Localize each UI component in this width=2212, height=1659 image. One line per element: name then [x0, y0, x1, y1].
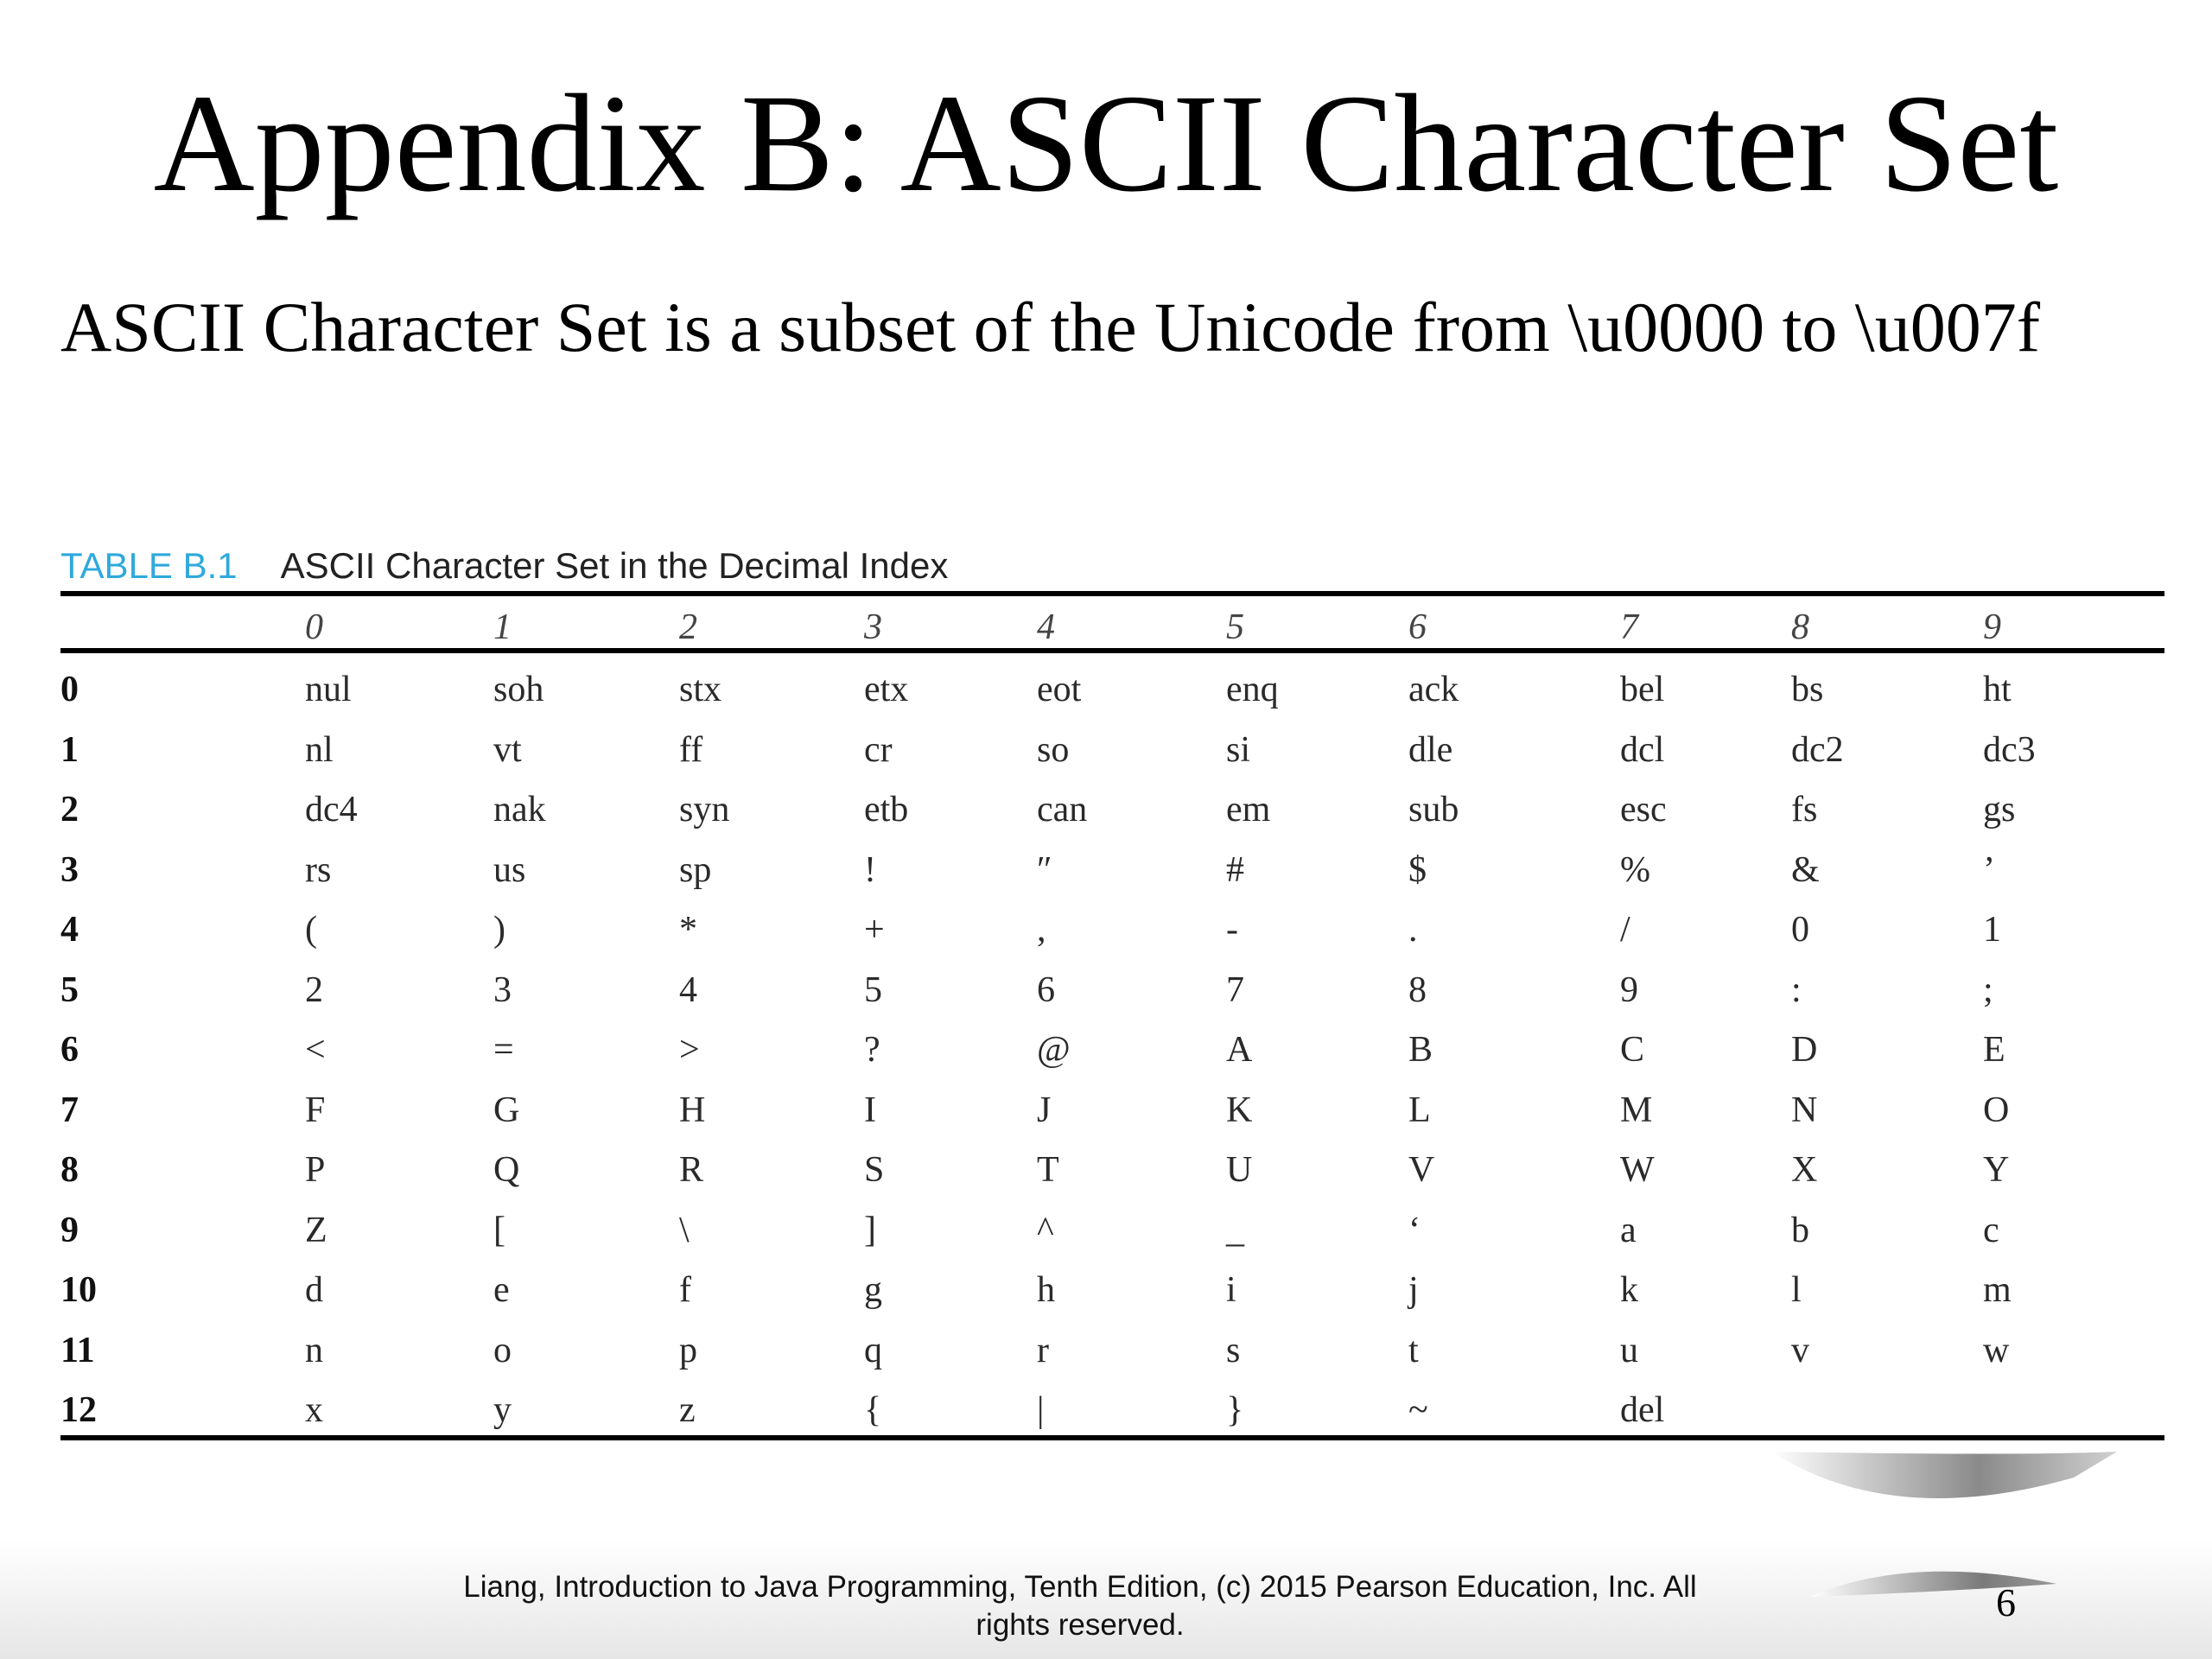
table-cell: % [1620, 849, 1650, 890]
table-cell: us [493, 849, 526, 890]
table-cell: cr [864, 729, 893, 770]
table-cell: 4 [679, 969, 697, 1010]
table-cell: \ [679, 1210, 690, 1250]
decorative-swoosh [1763, 1447, 2143, 1525]
table-cell: ″ [1037, 849, 1052, 890]
table-cell: * [679, 910, 697, 950]
table-cell: S [864, 1150, 885, 1190]
table-cell: etx [864, 670, 909, 709]
table-cell: nl [305, 729, 334, 770]
table-cell: o [493, 1330, 512, 1370]
table-cell: i [1226, 1270, 1236, 1310]
table-top-rule [60, 591, 2164, 596]
table-cell: ; [1983, 969, 1993, 1010]
table-row [60, 660, 2164, 721]
table-cell: h [1037, 1270, 1055, 1310]
table-cell: 6 [1037, 969, 1055, 1010]
table-cell: etb [864, 790, 909, 830]
column-header: 8 [1791, 607, 1809, 647]
table-cell: x [305, 1390, 323, 1430]
table-row [60, 961, 2164, 1021]
table-cell: esc [1620, 790, 1667, 830]
table-cell: q [864, 1330, 882, 1370]
table-cell: Y [1983, 1150, 2010, 1190]
table-cell: [ [493, 1210, 505, 1250]
table-cell: w [1983, 1330, 2010, 1370]
table-cell: m [1983, 1270, 2012, 1310]
table-cell: s [1226, 1330, 1241, 1370]
table-cell: a [1620, 1210, 1637, 1250]
table-cell: bel [1620, 670, 1665, 709]
ascii-table [60, 605, 2164, 1441]
table-cell: ht [1983, 670, 2012, 709]
slide-title: Appendix B: ASCII Character Set [153, 67, 2059, 221]
column-header: 7 [1620, 607, 1638, 647]
table-row [60, 1201, 2164, 1262]
table-cell: n [305, 1330, 323, 1370]
column-header: 6 [1408, 607, 1427, 647]
table-row [60, 1321, 2164, 1382]
table-cell: dc2 [1791, 729, 1844, 770]
table-cell: R [679, 1150, 704, 1190]
table-cell: f [679, 1270, 691, 1310]
row-index: 6 [60, 1030, 79, 1070]
table-row [60, 1141, 2164, 1201]
table-cell: V [1408, 1150, 1435, 1190]
table-cell: r [1037, 1330, 1049, 1370]
table-cell: G [493, 1090, 520, 1130]
row-index: 2 [60, 790, 79, 830]
column-header: 2 [679, 607, 697, 647]
table-cell: 8 [1408, 969, 1427, 1010]
column-header: 5 [1226, 607, 1244, 647]
table-cell: # [1226, 849, 1244, 890]
table-cell: > [679, 1030, 700, 1070]
table-cell: ff [679, 729, 703, 770]
row-index: 11 [60, 1330, 95, 1370]
table-cell: e [493, 1270, 510, 1310]
table-cell: rs [305, 849, 332, 890]
table-cell: D [1791, 1030, 1818, 1070]
table-cell: = [493, 1030, 514, 1070]
table-cell: dc3 [1983, 729, 2036, 770]
table-cell: j [1408, 1270, 1419, 1310]
table-cell: _ [1226, 1210, 1244, 1250]
table-cell: eot [1037, 670, 1082, 709]
table-cell: / [1620, 910, 1630, 950]
table-cell: ) [493, 910, 505, 950]
table-cell: M [1620, 1090, 1653, 1130]
table-cell: L [1408, 1090, 1431, 1130]
table-cell: nul [305, 670, 352, 709]
row-index: 5 [60, 969, 79, 1010]
row-index: 1 [60, 729, 79, 770]
table-cell: sub [1408, 790, 1459, 830]
table-cell: 0 [1791, 910, 1809, 950]
table-cell: I [864, 1090, 876, 1130]
table-cell: dcl [1620, 729, 1665, 770]
table-cell: E [1983, 1030, 2005, 1070]
table-row [60, 841, 2164, 901]
table-cell: u [1620, 1330, 1638, 1370]
table-cell: v [1791, 1330, 1809, 1370]
table-cell: so [1037, 729, 1070, 770]
table-cell: z [679, 1390, 696, 1430]
table-header-row [60, 605, 2164, 650]
column-header: 9 [1983, 607, 2001, 647]
table-cell: syn [679, 790, 730, 830]
table-bottom-rule [60, 1435, 2164, 1440]
table-cell: 5 [864, 969, 882, 1010]
table-cell: B [1408, 1030, 1433, 1070]
table-cell: F [305, 1090, 326, 1130]
table-cell: 7 [1226, 969, 1244, 1010]
table-cell: . [1408, 910, 1418, 950]
table-cell: ] [864, 1210, 876, 1250]
table-cell: 3 [493, 969, 512, 1010]
table-cell: l [1791, 1270, 1802, 1310]
table-row [60, 1261, 2164, 1321]
table-cell: ~ [1408, 1390, 1428, 1430]
table-row [60, 1081, 2164, 1141]
column-header: 4 [1037, 607, 1055, 647]
table-cell: dc4 [305, 790, 358, 830]
row-index: 3 [60, 849, 79, 890]
table-cell: @ [1037, 1030, 1071, 1070]
row-index: 9 [60, 1210, 79, 1250]
table-cell: - [1226, 910, 1238, 950]
row-index: 8 [60, 1150, 79, 1190]
table-cell: ‘ [1408, 1210, 1421, 1250]
table-cell: soh [493, 670, 544, 709]
table-cell: T [1037, 1150, 1059, 1190]
decorative-swoosh-small [1806, 1562, 2065, 1605]
table-cell: sp [679, 849, 712, 890]
column-header: 1 [493, 607, 512, 647]
table-cell: enq [1226, 670, 1279, 709]
table-cell: H [679, 1090, 706, 1130]
table-cell: X [1791, 1150, 1818, 1190]
table-cell: ’ [1983, 849, 1995, 890]
table-cell: fs [1791, 790, 1818, 830]
table-cell: g [864, 1270, 882, 1310]
table-cell: ? [864, 1030, 880, 1070]
table-cell: } [1226, 1390, 1244, 1430]
table-cell: P [305, 1150, 326, 1190]
row-index: 7 [60, 1090, 79, 1130]
table-cell: ! [864, 849, 876, 890]
table-cell: vt [493, 729, 522, 770]
table-caption-text: ASCII Character Set in the Decimal Index [280, 545, 949, 586]
table-cell: t [1408, 1330, 1419, 1370]
slide-subtitle: ASCII Character Set is a subset of the Unicode from \u0000 to \u007f [60, 288, 2040, 366]
table-cell: bs [1791, 670, 1824, 709]
table-cell: { [864, 1390, 882, 1430]
row-index: 12 [60, 1390, 97, 1430]
table-cell: Q [493, 1150, 520, 1190]
column-header: 0 [305, 607, 323, 647]
table-cell: A [1226, 1030, 1253, 1070]
table-cell: 9 [1620, 969, 1638, 1010]
table-cell: O [1983, 1090, 2010, 1130]
table-cell: , [1037, 910, 1046, 950]
table-body [60, 660, 2164, 1441]
table-cell: U [1226, 1150, 1253, 1190]
table-cell: can [1037, 790, 1088, 830]
table-cell: ack [1408, 670, 1459, 709]
table-cell: b [1791, 1210, 1809, 1250]
table-cell: si [1226, 729, 1251, 770]
table-cell: & [1791, 849, 1820, 890]
table-row [60, 1381, 2164, 1441]
footer-copyright: Liang, Introduction to Java Programming, Tenth Edition, (c) 2015 Pearson Education, Inc. All rights reserved. [463, 1570, 1697, 1642]
table-cell: : [1791, 969, 1802, 1010]
table-cell: + [864, 910, 885, 950]
table-cell: C [1620, 1030, 1645, 1070]
table-cell: y [493, 1390, 512, 1430]
table-cell: gs [1983, 790, 2016, 830]
table-cell: nak [493, 790, 546, 830]
table-cell: ( [305, 910, 317, 950]
table-cell: em [1226, 790, 1271, 830]
table-cell: c [1983, 1210, 1999, 1250]
table-cell: d [305, 1270, 323, 1310]
table-cell: Z [305, 1210, 327, 1250]
table-cell: dle [1408, 729, 1453, 770]
table-cell: k [1620, 1270, 1638, 1310]
table-label: TABLE B.1 [60, 545, 238, 586]
table-cell: p [679, 1330, 697, 1370]
table-cell: stx [679, 670, 722, 709]
page-number: 6 [1996, 1580, 2016, 1624]
table-cell: | [1037, 1390, 1045, 1430]
table-cell: J [1037, 1090, 1052, 1130]
table-cell: ^ [1037, 1210, 1054, 1250]
table-row [60, 721, 2164, 781]
row-index: 0 [60, 670, 79, 709]
table-cell: 1 [1983, 910, 2001, 950]
column-header: 3 [864, 607, 882, 647]
table-row [60, 780, 2164, 841]
table-cell: K [1226, 1090, 1253, 1130]
table-cell: del [1620, 1390, 1665, 1430]
table-caption [60, 544, 948, 588]
table-cell: 2 [305, 969, 323, 1010]
row-index: 10 [60, 1270, 97, 1310]
table-cell: < [305, 1030, 326, 1070]
table-cell: W [1620, 1150, 1655, 1190]
table-cell: N [1791, 1090, 1818, 1130]
table-cell: $ [1408, 849, 1427, 890]
table-row [60, 900, 2164, 961]
table-row [60, 1020, 2164, 1081]
row-index: 4 [60, 910, 79, 950]
